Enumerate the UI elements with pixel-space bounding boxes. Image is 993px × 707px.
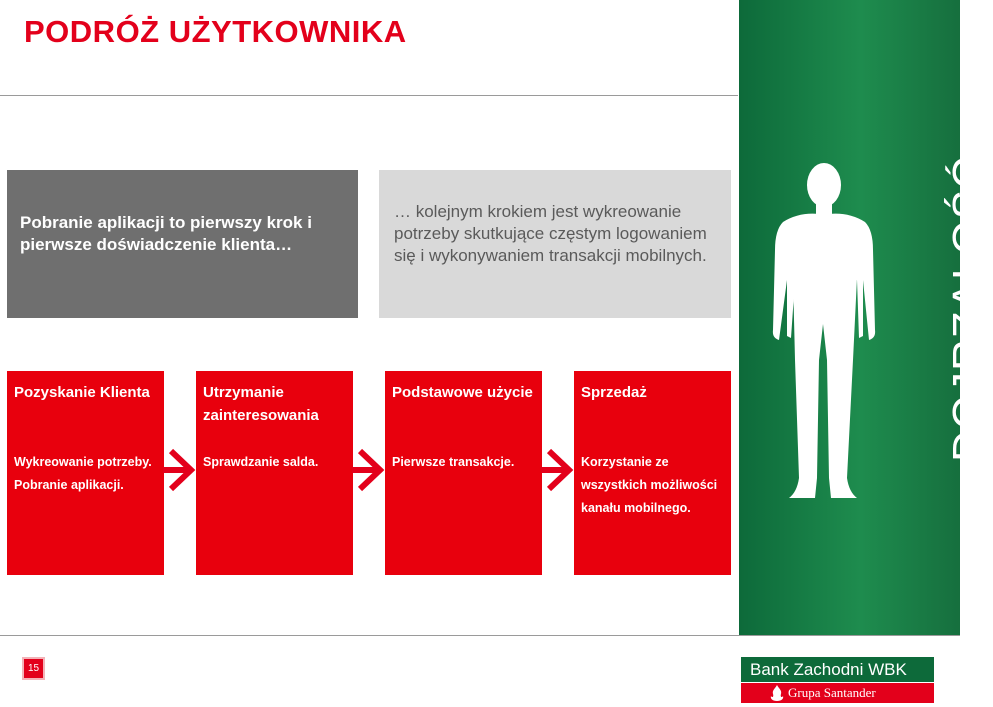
stage-card-retention [196, 371, 353, 575]
stage-description: Wykreowanie potrzeby. Pobranie aplikacji. [14, 455, 152, 492]
stage-card-basic-use [385, 371, 542, 575]
santander-flame-icon [770, 685, 784, 701]
stage-title: Podstawowe użycie [392, 384, 533, 401]
chevron-right-icon [541, 448, 575, 492]
stage-title: Utrzymanie zainteresowania [203, 384, 319, 424]
maturity-panel [739, 0, 960, 635]
chevron-right-icon [163, 448, 197, 492]
stage-card-sales [574, 371, 731, 575]
intro-light-box: … kolejnym krokiem jest wykreowanie potrzeby skutkujące częstym logowaniem się i wykonywaniem transakcji mobilnych. [379, 170, 731, 318]
stage-description: Korzystanie ze wszystkich możliwości kanału mobilnego. [581, 455, 718, 515]
group-logo [741, 683, 934, 703]
page-title: PODRÓŻ UŻYTKOWNIKA [24, 14, 407, 49]
person-silhouette-icon [739, 160, 960, 505]
stage-title: Sprzedaż [581, 384, 647, 401]
top-divider [0, 95, 738, 96]
stage-card-acquisition [7, 371, 164, 575]
bottom-divider [0, 635, 960, 636]
intro-dark-box: Pobranie aplikacji to pierwszy krok i pierwsze doświadczenie klienta… [7, 170, 358, 318]
stage-description: Pierwsze transakcje. [392, 455, 515, 469]
chevron-right-icon [352, 448, 386, 492]
bank-logo-name: Bank Zachodni WBK [741, 657, 934, 682]
group-name: Grupa Santander [788, 685, 876, 700]
maturity-label: DOJRZAŁOŚĆ [944, 156, 993, 462]
page-number: 15 [22, 657, 45, 680]
stage-title: Pozyskanie Klienta [14, 384, 150, 401]
stage-description: Sprawdzanie salda. [203, 455, 319, 469]
